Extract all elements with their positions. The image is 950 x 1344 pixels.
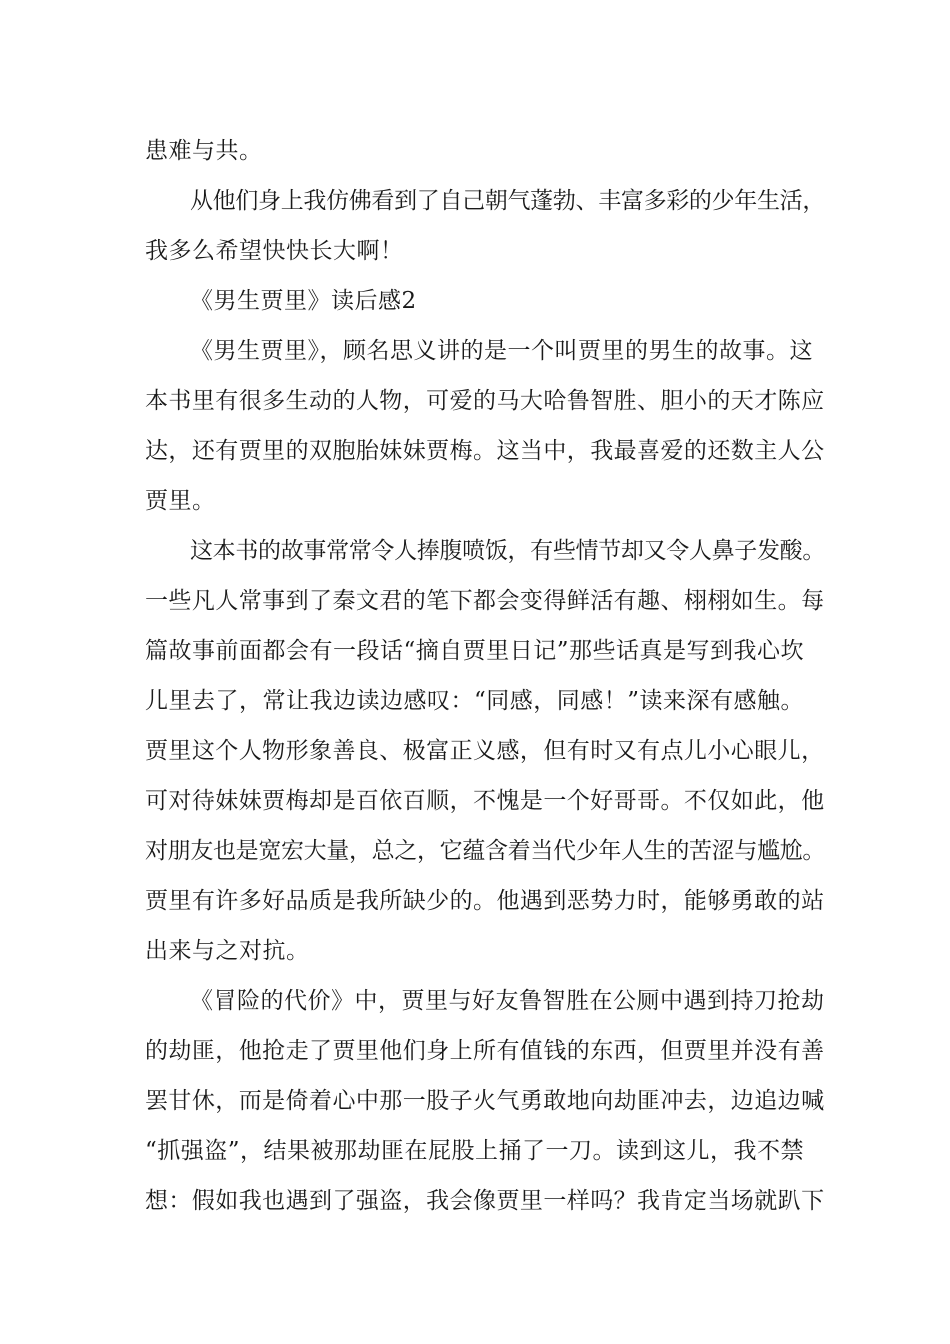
text-line: 患难与共。: [145, 138, 263, 164]
text-line: 贾里。: [145, 488, 216, 514]
text-line: 《冒险的代价》中，贾里与好友鲁智胜在公厕中遇到持刀抢劫: [190, 988, 825, 1014]
text-line: 贾里这个人物形象善良、极富正义感，但有时又有点儿小心眼儿，: [145, 738, 825, 764]
text-line: 贾里有许多好品质是我所缺少的。他遇到恶势力时，能够勇敢的站: [145, 888, 825, 914]
text-line: 从他们身上我仿佛看到了自己朝气蓬勃、丰富多彩的少年生活，: [190, 188, 826, 214]
text-line: 我多么希望快快长大啊！: [145, 238, 404, 264]
text-line: 这本书的故事常常令人捧腹喷饭，有些情节却又令人鼻子发酸。: [190, 538, 826, 564]
text-line: 对朋友也是宽宏大量，总之，它蕴含着当代少年人生的苦涩与尴尬。: [145, 838, 826, 864]
section-heading: 《男生贾里》读后感2: [190, 288, 417, 314]
text-line: 篇故事前面都会有一段话“摘自贾里日记”那些话真是写到我心坎: [145, 638, 805, 664]
text-line: 出来与之对抗。: [145, 938, 310, 964]
text-line: 罢甘休，而是倚着心中那一股子火气勇敢地向劫匪冲去，边追边喊: [145, 1088, 825, 1114]
text-line: 达，还有贾里的双胞胎妹妹贾梅。这当中，我最喜爱的还数主人公: [145, 438, 825, 464]
text-line: 的劫匪，他抢走了贾里他们身上所有值钱的东西，但贾里并没有善: [145, 1038, 825, 1064]
text-line: 《男生贾里》，顾名思义讲的是一个叫贾里的男生的故事。这: [190, 338, 813, 364]
text-line: 一些凡人常事到了秦文君的笔下都会变得鲜活有趣、栩栩如生。每: [145, 588, 825, 614]
text-line: 儿里去了，常让我边读边感叹：“同感，同感！”读来深有感触。: [145, 688, 805, 714]
text-line: “抓强盗”，结果被那劫匪在屁股上捅了一刀。读到这儿，我不禁: [145, 1138, 805, 1164]
text-line: 可对待妹妹贾梅却是百依百顺，不愧是一个好哥哥。不仅如此，他: [145, 788, 825, 814]
text-line: 想：假如我也遇到了强盗，我会像贾里一样吗？我肯定当场就趴下: [145, 1188, 825, 1214]
text-line: 本书里有很多生动的人物，可爱的马大哈鲁智胜、胆小的天才陈应: [145, 388, 825, 414]
